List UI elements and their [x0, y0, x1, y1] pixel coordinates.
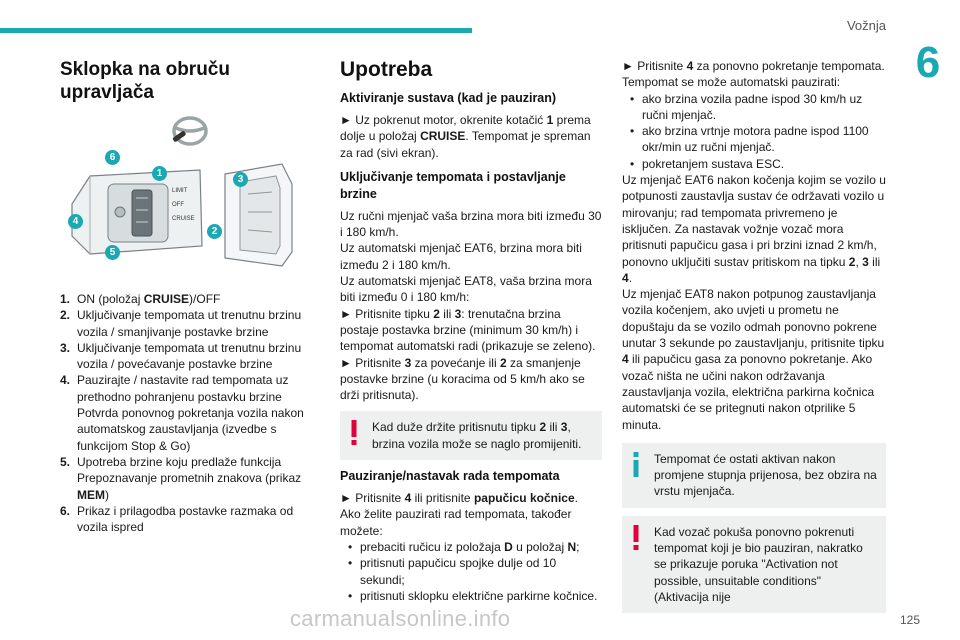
info-icon: [632, 452, 640, 478]
section-title-switch: Sklopka na obruču upravljača: [60, 59, 230, 103]
warning-exclamation-icon: [350, 420, 358, 446]
subheading-enable: Uključivanje tempomata i postavljanje brzine: [340, 169, 566, 201]
list-item: • ako brzina vozila padne ispod 30 km/h uz ručni mjenjač.: [622, 91, 886, 124]
legend-item-5: 5. Upotreba brzine koju predlaže funkcija Prepoznavanje prometnih znakova (prikaz MEM): [60, 454, 302, 502]
stalk-label-cruise: CRUISE: [172, 216, 195, 222]
chapter-number: 6: [915, 38, 941, 87]
paragraph-press-2-3: ► Pritisnite tipku 2 ili 3: trenutačna brzina postaje postavka brzine (minimum 30 km/h) i tempomat automatski radi (prikazuje se zeleno).: [340, 306, 596, 354]
paragraph-eat6: Uz automatski mjenjač EAT6, brzina mora biti između 2 i 180 km/h.: [340, 241, 582, 272]
warning-text-hold: Kad duže držite pritisnutu tipku 2 ili 3, brzina vozila može se naglo promijeniti.: [372, 420, 582, 451]
legend-item-1: 1. ON (položaj CRUISE)/OFF: [60, 292, 221, 306]
legend-item-2: 2. Uključivanje tempomata ut trenutnu brzinu vozila / smanjivanje postavke brzine: [60, 308, 302, 339]
column-continued: [622, 58, 886, 621]
column-steering-switch: [60, 58, 305, 535]
paragraph-adjust: ► Pritisnite 3 za povećanje ili 2 za smanjenje postavke brzine (u koracima od 5 km/h ako se drži pritisnuta).: [340, 355, 585, 403]
header-accent-bar: [0, 28, 472, 33]
paragraph-manual: Uz ručni mjenjač vaša brzina mora biti između 30 i 180 km/h.: [340, 208, 602, 240]
info-text-gear: Tempomat će ostati aktivan nakon promjene stupnja prijenosa, bez obzira na vrstu mjenjača.: [654, 451, 877, 499]
page-number: 125: [900, 613, 921, 627]
column-usage: [340, 58, 602, 604]
callout-3: 3: [233, 172, 248, 187]
list-item: • prebaciti ručicu iz položaja D u položaj N;: [340, 539, 602, 555]
list-item: • pritisnuti sklopku električne parkirne kočnice.: [340, 588, 602, 604]
warning-text-activation: Kad vozač pokuša ponovno pokrenuti tempomat koji je bio pauziran, nakratko se prikazuje poruka "Activation not possible, unsuitable conditions" (Aktivacija nije: [654, 524, 863, 604]
subheading-pause: Pauziranje/nastavak rada tempomata: [340, 469, 560, 484]
watermark: carmanualsonline.info: [290, 606, 511, 631]
paragraph-pause-alt: Ako želite pauzirati rad tempomata, također možete:: [340, 507, 572, 538]
section-title-usage: Upotreba: [340, 58, 433, 81]
paragraph-eat8: Uz automatski mjenjač EAT8, vaša brzina mora biti između 0 i 180 km/h:: [340, 274, 592, 305]
list-item: • ako brzina vrtnje motora padne ispod 1100 okr/min uz ručni mjenjač.: [622, 123, 886, 156]
paragraph-pause: ► Pritisnite 4 ili pritisnite papučicu kočnice.: [340, 491, 578, 506]
auto-pause-bullets: [622, 91, 886, 172]
info-box-gear: [622, 443, 886, 508]
callout-4: 4: [68, 214, 83, 229]
list-item: • pokretanjem sustava ESC.: [622, 156, 886, 172]
paragraph-eat6-stop: Uz mjenjač EAT6 nakon kočenja kojim se vozilo u potpunosti zaustavlja sustav će održavati vozilo u mirovanju; rad tempomata privremeno je isključen. Za nastavak vožnje vozač mora pritisnuti papučicu gasa i pri brzini iznad 2 km/h, ponovno uključiti sustav pritiskom na tipku 2, 3 ili 4.: [622, 173, 886, 285]
stalk-label-off: OFF: [172, 202, 184, 208]
callout-5: 5: [105, 245, 120, 260]
paragraph-activate: ► Uz pokrenut motor, okrenite kotačić 1 prema dolje u položaj CRUISE. Tempomat je spreman za rad (sivi ekran).: [340, 113, 591, 160]
paragraph-restart: ► Pritisnite 4 za ponovno pokretanje tempomata. Tempomat se može automatski pauzirati:: [622, 59, 885, 90]
warning-box-activation: [622, 516, 886, 613]
legend-item-6: 6. Prikaz i prilagodba postavke razmaka od vozila ispred: [60, 503, 294, 535]
legend-item-4: 4. Pauzirajte / nastavite rad tempomata uz prethodno pohranjenu postavku brzine Potvrda ponovnog pokretanja vozila nakon automatskog zaustavljanja (izvedbe s funkcijom Stop & Go): [60, 373, 304, 453]
callout-2: 2: [207, 224, 222, 239]
stalk-drawing: [60, 154, 305, 279]
list-item: • pritisnuti papučicu spojke dulje od 10 sekundi;: [340, 555, 602, 588]
subheading-activate: Aktiviranje sustava (kad je pauziran): [340, 91, 557, 105]
callout-6: 6: [105, 150, 120, 165]
callout-1: 1: [152, 166, 167, 181]
pause-bullets: [340, 539, 602, 604]
switch-illustration: [60, 114, 305, 279]
legend-item-3: 3. Uključivanje tempomata ut trenutnu brzinu vozila / povećavanje postavke brzine: [60, 340, 302, 372]
section-label: Vožnja: [846, 18, 886, 33]
warning-exclamation-icon: [632, 525, 640, 551]
legend-list: [60, 291, 305, 535]
steering-wheel-icon: [170, 114, 210, 148]
warning-box-hold: [340, 411, 602, 460]
paragraph-eat8-stop: Uz mjenjač EAT8 nakon potpunog zaustavljanja vozila kočenjem, ako uvjeti u prometu ne dopuštaju da se vozilo odmah ponovno pokrene unutar 3 sekunde po zaustavljanju, pritisnite tipku 4 ili papučicu gasa za ponovno pokretanje. Ako vozač ništa ne učini nakon održavanja zaustavljanja vozila, električna parkirna kočnica automatski će se pritegnuti nakon otprilike 5 minuta.: [622, 287, 885, 432]
stalk-label-limit: LIMIT: [172, 188, 188, 194]
